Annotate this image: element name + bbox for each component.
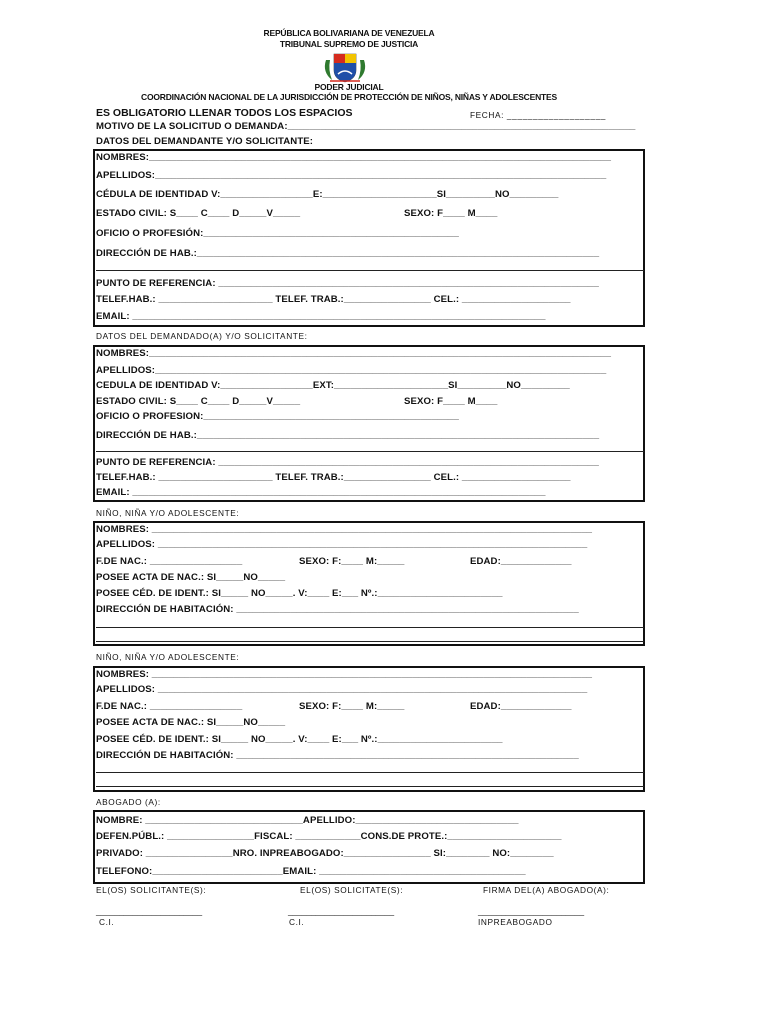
demandante-estado-civil-field[interactable]: ESTADO CIVIL: S____ C____ D_____V_____ xyxy=(96,208,301,219)
solicitante1-ci-label: C.I. xyxy=(99,917,115,927)
solicitante2-ci-label: C.I. xyxy=(289,917,305,927)
motivo-field[interactable]: MOTIVO DE LA SOLICITUD O DEMANDA:________________________________________________________________ xyxy=(96,121,636,132)
nino2-fnac-field[interactable]: F.DE NAC.: _________________ xyxy=(96,701,243,712)
abogado-section-title: ABOGADO (A): xyxy=(96,797,161,807)
nino1-direccion-line-2[interactable] xyxy=(96,641,644,642)
mandatory-notice: ES OBLIGATORIO LLENAR TODOS LOS ESPACIOS xyxy=(96,107,353,119)
nino1-nombres-field[interactable]: NOMBRES: _________________________________________________________________________________ xyxy=(96,524,593,535)
abogado-nombre-field[interactable]: NOMBRE: _____________________________APELLIDO:______________________________ xyxy=(96,815,519,826)
demandante-section-title: DATOS DEL DEMANDANTE Y/O SOLICITANTE: xyxy=(96,136,314,147)
abogado-telefono-field[interactable]: TELEFONO:________________________EMAIL: ______________________________________ xyxy=(96,866,526,877)
nino1-direccion-line-1[interactable] xyxy=(96,627,644,628)
demandante-cedula-field[interactable]: CÉDULA DE IDENTIDAD V:_________________E:_____________________SI_________NO_________ xyxy=(96,189,559,200)
solicitante2-signature-label: EL(OS) SOLICITATE(S): xyxy=(300,885,404,895)
nino1-apellidos-field[interactable]: APELLIDOS: _______________________________________________________________________________ xyxy=(96,539,588,550)
demandante-direccion-line[interactable] xyxy=(96,270,644,271)
nino1-sexo-field[interactable]: SEXO: F:____ M:_____ xyxy=(299,556,405,567)
abogado-defensor-field[interactable]: DEFEN.PÚBL.: ________________FISCAL: ____________CONS.DE PROTE.:_____________________ xyxy=(96,831,562,842)
demandante-direccion-field[interactable]: DIRECCIÓN DE HAB.:__________________________________________________________________________ xyxy=(96,248,600,259)
demandado-apellidos-field[interactable]: APELLIDOS:___________________________________________________________________________________ xyxy=(96,365,607,376)
demandado-nombres-field[interactable]: NOMBRES:_____________________________________________________________________________________ xyxy=(96,348,612,359)
inpreabogado-label: INPREABOGADO xyxy=(478,917,553,927)
nino2-sexo-field[interactable]: SEXO: F:____ M:_____ xyxy=(299,701,405,712)
coordination-title: COORDINACIÓN NACIONAL DE LA JURISDICCIÓN DE PROTECCIÓN DE NIÑOS, NIÑAS Y ADOLESCENTES xyxy=(141,92,557,102)
demandante-telef-field[interactable]: TELEF.HAB.: _____________________ TELEF. TRAB.:________________ CEL.: ____________________ xyxy=(96,294,571,305)
nino2-apellidos-field[interactable]: APELLIDOS: _______________________________________________________________________________ xyxy=(96,684,588,695)
demandado-email-field[interactable]: EMAIL: ____________________________________________________________________________ xyxy=(96,487,546,498)
demandado-section-title: DATOS DEL DEMANDADO(A) Y/O SOLICITANTE: xyxy=(96,331,308,341)
nino1-cedula-field[interactable]: POSEE CÉD. DE IDENT.: SI_____ NO_____. V:____ E:___ Nº.:_______________________ xyxy=(96,588,503,599)
coat-of-arms-icon xyxy=(320,50,370,84)
demandado-oficio-field[interactable]: OFICIO O PROFESION:_______________________________________________ xyxy=(96,411,459,422)
solicitante1-signature-line[interactable]: _______________________ xyxy=(96,906,203,916)
demandado-sexo-field[interactable]: SEXO: F____ M____ xyxy=(404,396,498,407)
demandado-direccion-field[interactable]: DIRECCIÓN DE HAB.:__________________________________________________________________________ xyxy=(96,430,600,441)
abogado-privado-field[interactable]: PRIVADO: ________________NRO. INPREABOGADO:________________ SI:________ NO:________ xyxy=(96,848,554,859)
fecha-field[interactable]: FECHA: ___________________ xyxy=(470,110,607,120)
demandado-punto-field[interactable]: PUNTO DE REFERENCIA: ______________________________________________________________________ xyxy=(96,457,599,468)
nino2-cedula-field[interactable]: POSEE CÉD. DE IDENT.: SI_____ NO_____. V:____ E:___ Nº.:_______________________ xyxy=(96,734,503,745)
demandado-telef-field[interactable]: TELEF.HAB.: _____________________ TELEF. TRAB.:________________ CEL.: ____________________ xyxy=(96,472,571,483)
nino2-edad-field[interactable]: EDAD:_____________ xyxy=(470,701,572,712)
demandado-cedula-field[interactable]: CEDULA DE IDENTIDAD V:_________________EXT:_____________________SI_________NO_________ xyxy=(96,380,570,391)
nino1-edad-field[interactable]: EDAD:_____________ xyxy=(470,556,572,567)
demandante-sexo-field[interactable]: SEXO: F____ M____ xyxy=(404,208,498,219)
demandante-email-field[interactable]: EMAIL: ____________________________________________________________________________ xyxy=(96,311,546,322)
court-title: TRIBUNAL SUPREMO DE JUSTICIA xyxy=(279,39,419,49)
nino2-direccion-field[interactable]: DIRECCIÓN DE HABITACIÓN: _______________________________________________________________ xyxy=(96,750,579,761)
nino2-section-title: NIÑO, NIÑA Y/O ADOLESCENTE: xyxy=(96,652,240,662)
nino1-section-title: NIÑO, NIÑA Y/O ADOLESCENTE: xyxy=(96,508,240,518)
demandante-punto-field[interactable]: PUNTO DE REFERENCIA: ______________________________________________________________________ xyxy=(96,278,599,289)
nino2-direccion-line-2[interactable] xyxy=(96,786,644,787)
nino1-fnac-field[interactable]: F.DE NAC.: _________________ xyxy=(96,556,243,567)
nino2-direccion-line-1[interactable] xyxy=(96,772,644,773)
judicial-power-title: PODER JUDICIAL xyxy=(314,82,384,92)
abogado-signature-label: FIRMA DEL(A) ABOGADO(A): xyxy=(483,885,610,895)
nino2-acta-field[interactable]: POSEE ACTA DE NAC.: SI_____NO_____ xyxy=(96,717,286,728)
republic-title: REPÚBLICA BOLIVARIANA DE VENEZUELA xyxy=(263,28,435,38)
demandado-estado-civil-field[interactable]: ESTADO CIVIL: S____ C____ D_____V_____ xyxy=(96,396,301,407)
demandado-direccion-line[interactable] xyxy=(96,451,644,452)
nino1-acta-field[interactable]: POSEE ACTA DE NAC.: SI_____NO_____ xyxy=(96,572,286,583)
solicitante2-signature-line[interactable]: _______________________ xyxy=(288,906,395,916)
demandante-nombres-field[interactable]: NOMBRES:_____________________________________________________________________________________ xyxy=(96,152,612,163)
nino1-direccion-field[interactable]: DIRECCIÓN DE HABITACIÓN: _______________________________________________________________ xyxy=(96,604,579,615)
demandante-apellidos-field[interactable]: APELLIDOS:___________________________________________________________________________________ xyxy=(96,170,607,181)
demandante-oficio-field[interactable]: OFICIO O PROFESIÓN:_______________________________________________ xyxy=(96,228,459,239)
solicitante1-signature-label: EL(OS) SOLICITANTE(S): xyxy=(96,885,207,895)
abogado-signature-line[interactable]: _______________________ xyxy=(478,906,585,916)
nino2-nombres-field[interactable]: NOMBRES: _________________________________________________________________________________ xyxy=(96,669,593,680)
